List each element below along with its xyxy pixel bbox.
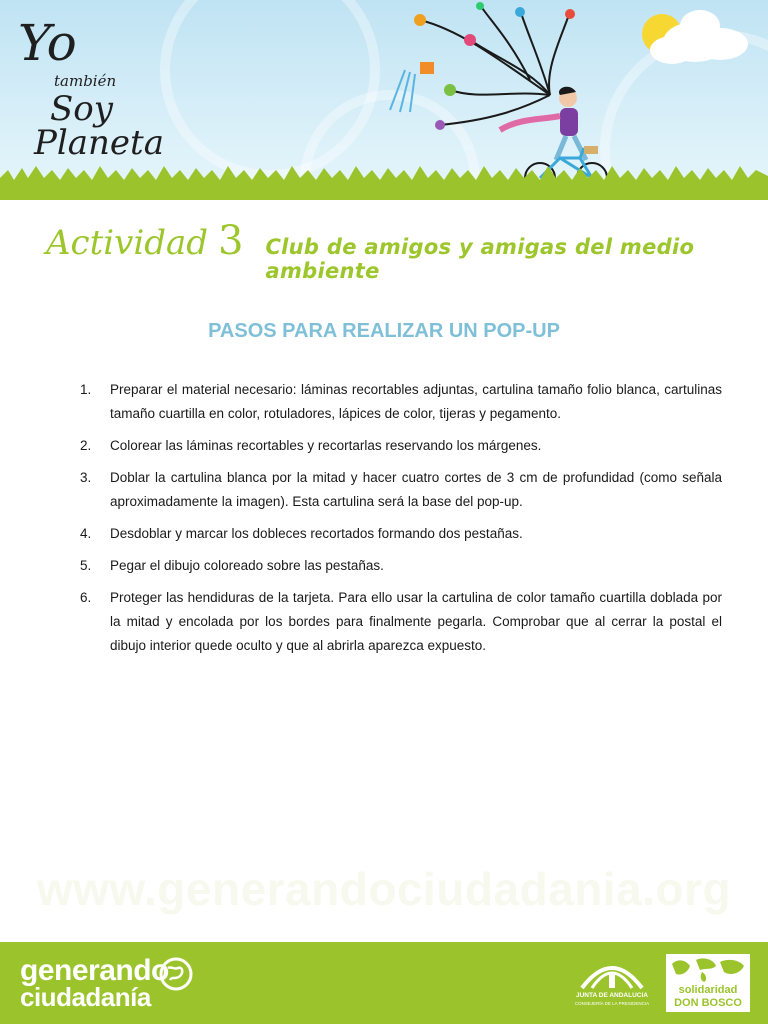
list-item	[80, 586, 722, 658]
junta-title: JUNTA DE ANDALUCIA	[576, 992, 648, 999]
step-number: 3.	[80, 470, 92, 485]
activity-heading	[46, 218, 746, 283]
step-text: Proteger las hendiduras de la tarjeta. Para ello usar la cartulina de color tamaño cuartilla doblada por la mitad y encolada por los bordes para finalmente pegarla. Comprobar que al cerrar la postal el dibujo interior quede oculto y que al abrirla aparezca expuesto.	[110, 590, 722, 653]
activity-word: Actividad	[46, 223, 209, 263]
list-item	[80, 378, 722, 426]
list-item	[80, 466, 722, 514]
activity-number: 3	[218, 218, 244, 264]
website-watermark: www.generandociudadania.org	[36, 863, 732, 915]
grass-strip	[0, 164, 768, 200]
activity-subtitle: Club de amigos y amigas del medio ambiente	[265, 235, 695, 283]
logo-line-3: Soy	[50, 89, 113, 129]
sun-cloud-icon	[620, 4, 760, 74]
step-text: Doblar la cartulina blanca por la mitad y hacer cuatro cortes de 3 cm de profundidad (como señala aproximadamente la imagen). Esta cartulina será la base del pop-up.	[110, 470, 722, 509]
section-title: PASOS PARA REALIZAR UN POP-UP	[208, 320, 560, 342]
steps-list	[80, 378, 722, 666]
yo-tambien-soy-planeta-logo	[14, 14, 164, 174]
db-line-1: solidaridad	[678, 984, 738, 996]
step-text: Preparar el material necesario: láminas recortables adjuntas, cartulina tamaño folio blanca, cartulinas tamaño cuartilla en color, rotuladores, lápices de color, tijeras y pegamento.	[110, 382, 722, 421]
step-number: 2.	[80, 438, 92, 453]
gen-logo-line-1: generando	[20, 954, 169, 987]
junta-subtitle: CONSEJERÍA DE LA PRESIDENCIA	[574, 1001, 650, 1006]
junta-andalucia-logo[interactable]	[572, 952, 652, 1012]
step-text: Desdoblar y marcar los dobleces recortados formando dos pestañas.	[110, 526, 523, 541]
step-number: 4.	[80, 526, 92, 541]
globe-icon	[158, 956, 194, 992]
world-map-icon	[666, 954, 750, 984]
generando-ciudadania-logo[interactable]	[20, 956, 169, 1010]
db-line-2: DON BOSCO	[674, 997, 742, 1009]
step-text: Pegar el dibujo coloreado sobre las pestañas.	[110, 558, 384, 573]
list-item	[80, 554, 722, 578]
logo-line-4: Planeta	[34, 123, 164, 163]
gen-logo-line-2: ciudadanía	[20, 982, 151, 1012]
logo-line-2: también	[54, 72, 117, 90]
logo-line-1: Yo	[18, 14, 77, 72]
list-item	[80, 434, 722, 458]
step-text: Colorear las láminas recortables y recortarlas reservando los márgenes.	[110, 438, 542, 453]
footer-bar	[0, 942, 768, 1024]
header-banner	[0, 0, 768, 200]
step-number: 1.	[80, 382, 92, 397]
list-item	[80, 522, 722, 546]
solidaridad-don-bosco-logo[interactable]	[666, 954, 750, 1012]
step-number: 5.	[80, 558, 92, 573]
junta-arch-icon	[572, 952, 652, 992]
step-number: 6.	[80, 590, 92, 605]
